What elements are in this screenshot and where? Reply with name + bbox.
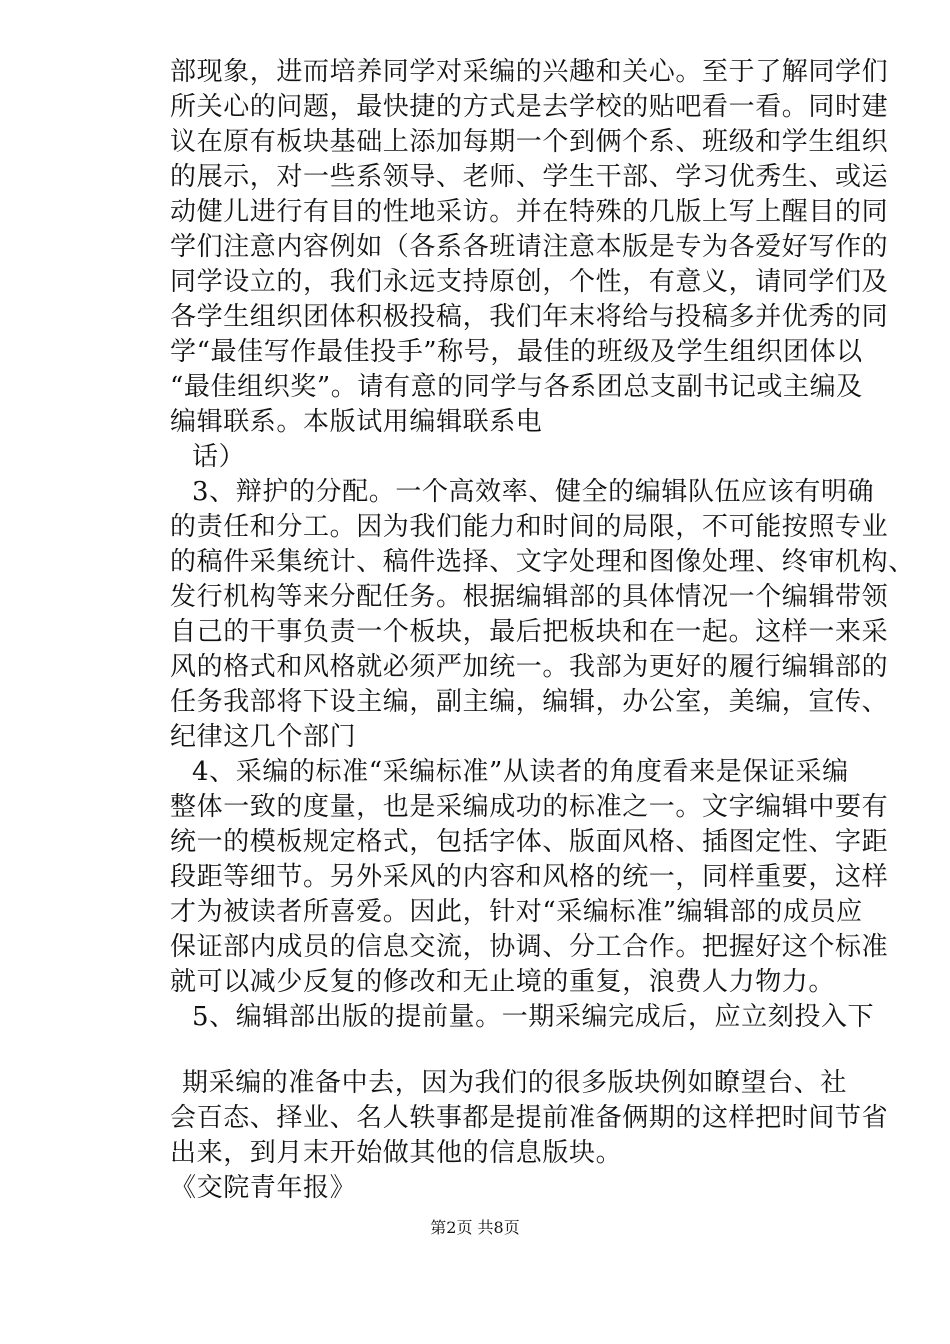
text-line: 各学生组织团体积极投稿，我们年末将给与投稿多并优秀的同	[170, 302, 889, 332]
text-line: 期采编的准备中去，因为我们的很多版块例如瞭望台、社	[182, 1068, 848, 1098]
text-line: 的展示，对一些系领导、老师、学生干部、学习优秀生、或运	[170, 162, 889, 192]
text-line: 所关心的问题，最快捷的方式是去学校的贴吧看一看。同时建	[170, 92, 889, 122]
text-line: 同学设立的，我们永远支持原创，个性，有意义，请同学们及	[170, 267, 889, 297]
text-line: 学们注意内容例如（各系各班请注意本版是专为各爱好写作的	[170, 232, 889, 262]
text-line: 才为被读者所喜爱。因此，针对“采编标准”编辑部的成员应	[170, 897, 863, 927]
text-line: 的稿件采集统计、稿件选择、文字处理和图像处理、终审机构、	[170, 547, 915, 577]
text-line: 5、编辑部出版的提前量。一期采编完成后，应立刻投入下	[192, 1002, 875, 1032]
text-line: 会百态、择业、名人轶事都是提前准备俩期的这样把时间节省	[170, 1103, 889, 1133]
text-line: “最佳组织奖”。请有意的同学与各系团总支副书记或主编及	[170, 372, 863, 402]
text-line: 风的格式和风格就必须严加统一。我部为更好的履行编辑部的	[170, 652, 889, 682]
text-line: 发行机构等来分配任务。根据编辑部的具体情况一个编辑带领	[170, 582, 889, 612]
text-line: 学“最佳写作最佳投手”称号，最佳的班级及学生组织团体以	[170, 337, 863, 367]
page-footer	[0, 1218, 950, 1238]
text-line: 3、辩护的分配。一个高效率、健全的编辑队伍应该有明确	[192, 477, 875, 507]
text-line: 出来，到月末开始做其他的信息版块。	[170, 1138, 623, 1168]
text-line: 自己的干事负责一个板块，最后把板块和在一起。这样一来采	[170, 617, 889, 647]
text-line: 保证部内成员的信息交流，协调、分工合作。把握好这个标准	[170, 932, 889, 962]
page-number: 第2页 共8页	[430, 1218, 520, 1237]
text-line: 纪律这几个部门	[170, 722, 357, 752]
text-line: 《交院青年报》	[170, 1173, 357, 1203]
text-line: 4、采编的标准“采编标准”从读者的角度看来是保证采编	[192, 757, 849, 787]
text-line: 议在原有板块基础上添加每期一个到俩个系、班级和学生组织	[170, 127, 889, 157]
text-line: 就可以减少反复的修改和无止境的重复，浪费人力物力。	[170, 967, 836, 997]
text-line: 的责任和分工。因为我们能力和时间的局限，不可能按照专业	[170, 512, 889, 542]
text-line: 部现象，进而培养同学对采编的兴趣和关心。至于了解同学们	[170, 57, 889, 87]
text-line: 编辑联系。本版试用编辑联系电	[170, 407, 543, 437]
text-line: 整体一致的度量，也是采编成功的标准之一。文字编辑中要有	[170, 792, 889, 822]
text-line: 话）	[192, 442, 246, 472]
text-line: 动健儿进行有目的性地采访。并在特殊的几版上写上醒目的同	[170, 197, 889, 227]
text-line: 统一的模板规定格式，包括字体、版面风格、插图定性、字距	[170, 827, 889, 857]
text-line: 段距等细节。另外采风的内容和风格的统一，同样重要，这样	[170, 862, 889, 892]
text-line: 任务我部将下设主编，副主编，编辑，办公室，美编，宣传、	[170, 687, 889, 717]
